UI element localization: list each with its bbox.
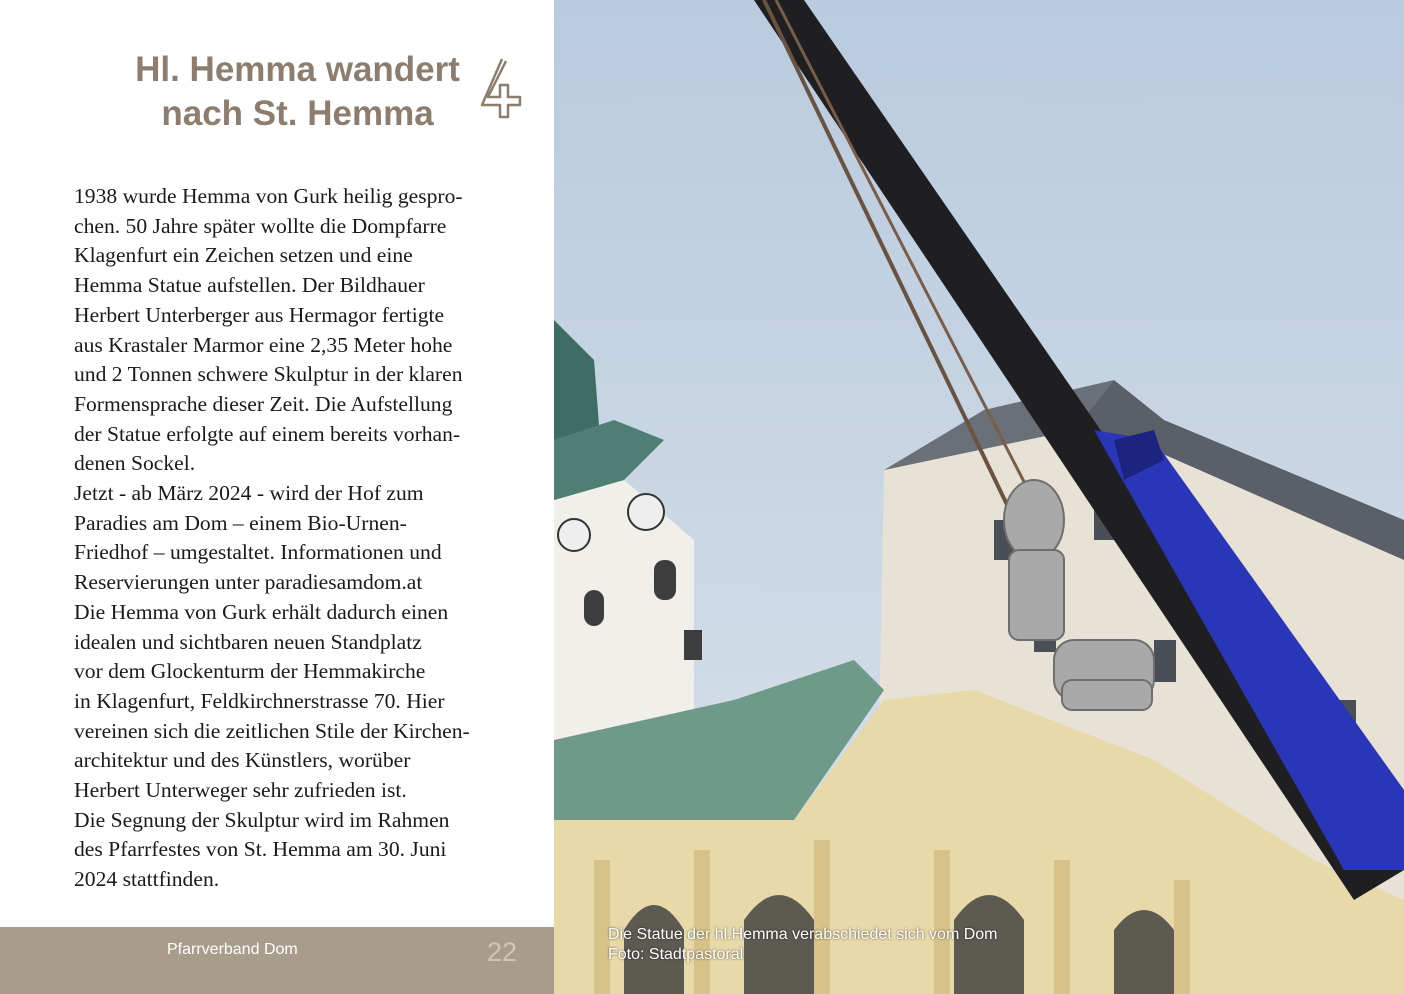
text-page xyxy=(0,0,554,994)
title-line-1: Hl. Hemma wandert xyxy=(135,50,460,89)
photo-caption xyxy=(608,925,998,965)
main-photo xyxy=(554,0,1404,994)
page-title xyxy=(110,48,485,136)
article-body xyxy=(74,182,534,895)
paragraph-4: Die Segnung der Skulptur wird im Rahmen des Pfarrfestes von St. Hemma am 30. Juni 2024 stattfinden. xyxy=(74,807,450,892)
footer-label: Pfarrverband Dom xyxy=(167,941,298,958)
page-number: 22 xyxy=(487,937,518,967)
caption-line-2: Foto: Stadtpastoral xyxy=(608,946,744,963)
photo-crane-lifting-statue xyxy=(554,0,1404,994)
caption-line-1: Die Statue der hl.Hemma verabschiedet sich vom Dom xyxy=(608,926,998,943)
plus-4-icon xyxy=(474,55,524,125)
paragraph-2: Jetzt - ab März 2024 - wird der Hof zum Paradies am Dom – einem Bio-Urnen- Friedhof – umgestaltet. Informationen und Reservierungen unter paradiesamdom.at xyxy=(74,481,442,595)
footer-bar xyxy=(0,927,554,994)
paragraph-3: Die Hemma von Gurk erhält dadurch einen idealen und sichtbaren neuen Standplatz vor dem Glockenturm der Hemmakirche in Klagenfurt, Feldkirchnerstrasse 70. Hier vereinen sich die zeitlichen Stile der Kirchen- architektur und des Künstlers, worüber Herbert Unterweger sehr zufrieden ist. xyxy=(74,599,470,803)
paragraph-1: 1938 wurde Hemma von Gurk heilig gespro- chen. 50 Jahre später wollte die Dompfarre Klagenfurt ein Zeichen setzen und eine Hemma Statue aufstellen. Der Bildhauer Herbert Unterberger aus Hermagor fertigte aus Krastaler Marmor eine 2,35 Meter hohe und 2 Tonnen schwere Skulptur in der klaren Formensprache dieser Zeit. Die Aufstellung der Statue erfolgte auf einem bereits vorhan- denen Sockel. xyxy=(74,184,463,476)
title-line-2: nach St. Hemma xyxy=(161,94,434,133)
